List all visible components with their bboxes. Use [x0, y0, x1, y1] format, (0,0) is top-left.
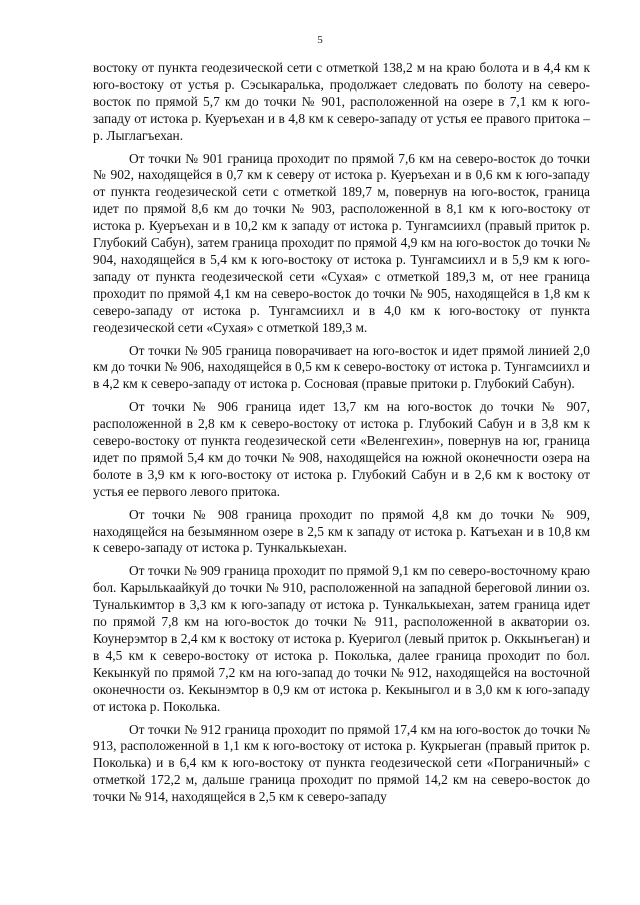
paragraph: востоку от пункта геодезической сети с отметкой 138,2 м на краю болота и в 4,4 км к юго-востоку от устья р. Сэсыкаралька, продолжает следовать по болоту на северо-восток по прямой 5,7 км до точки № 901, расположенной на озере в 7,1 км к юго-западу от истока р. Куеръехан и в 4,8 км к северо-западу от устья ее правого притока – р. Лыглагъехан. — [93, 60, 590, 143]
paragraph: От точки № 908 граница проходит по прямой 4,8 км до точки № 909, находящейся на безымянном озере в 2,5 км к западу от истока р. Катъехан и в 10,8 км к северо-западу от истока р. Тункалькыехан. — [93, 506, 590, 556]
paragraph: От точки № 909 граница проходит по прямой 9,1 км по северо-восточному краю бол. Карылькаайкуй до точки № 910, расположенной на западной береговой линии оз. Туналькимтор в 3,3 км к юго-западу от истока р. Тункалькыехан, затем граница идет по прямой 7,8 км на юго-восток до точки № 911, расположенной в акватории оз. Коунерэмтор в 2,4 км к востоку от истока р. Куеригол (левый приток р. Оккынъеган) и в 4,5 км к северо-востоку от истока р. Поколька, далее граница проходит по бол. Кекынкуй по прямой 7,2 км на юго-запад до точки № 912, находящейся на восточной оконечности оз. Кекынэмтор в 0,9 км от истока р. Кекыныгол и в 3,0 км к юго-западу от истока р. Поколька. — [93, 563, 590, 714]
paragraph: От точки № 912 граница проходит по прямой 17,4 км на юго-восток до точки № 913, расположенной в 1,1 км к юго-востоку от истока р. Кукрыеган (правый приток р. Поколька) и в 6,4 км к юго-востоку от пункта геодезической сети «Пограничный» с отметкой 172,2 м, дальше граница проходит по прямой 14,2 км на северо-восток до точки № 914, находящейся в 2,5 км к северо-западу — [93, 721, 590, 805]
page-number: 5 — [317, 34, 323, 46]
document-body — [93, 60, 590, 812]
paragraph: От точки № 906 граница идет 13,7 км на юго-восток до точки № 907, расположенной в 2,8 км к северо-востоку от истока р. Глубокий Сабун и в 3,8 км к северо-востоку от пункта геодезической сети «Веленгехин», повернув на юг, граница идет по прямой 5,4 км до точки № 908, находящейся на южной оконечности озера на болоте в 3,9 км к юго-востоку от истока р. Глубокий Сабун и в 2,6 км к востоку от устья ее первого левого притока. — [93, 399, 590, 499]
paragraph: От точки № 905 граница поворачивает на юго-восток и идет прямой линией 2,0 км до точки № 906, находящейся в 0,5 км к северо-востоку от истока р. Тунгамсиихл и в 4,2 км к северо-западу от истока р. Сосновая (правые притоки р. Глубокий Сабун). — [93, 342, 590, 392]
paragraph: От точки № 901 граница проходит по прямой 7,6 км на северо-восток до точки № 902, находящейся в 0,7 км к северу от истока р. Куеръехан и в 0,6 км к юго-западу от пункта геодезической сети с отметкой 189,7 м, повернув на юго-восток, граница идет по прямой 8,6 км до точки № 903, расположенной в 8,1 км к юго-востоку от истока р. Куеръехан и в 10,2 км к западу от истока р. Тунгамсиихл (правый приток р. Глубокий Сабун), затем граница проходит по прямой 4,9 км на юго-восток до точки № 904, находящейся в 5,4 км к юго-востоку от истока р. Тунгамсиихл и в 5,9 км к юго-западу от пункта геодезической сети «Сухая» с отметкой 189,3 м, от нее граница проходит по прямой 4,1 км на северо-восток до точки № 905, находящейся в 1,8 км к северо-западу от истока р. Тунгамсиихл и в 4,0 км к юго-востоку от пункта геодезической сети «Сухая» с отметкой 189,3 м. — [93, 150, 590, 335]
